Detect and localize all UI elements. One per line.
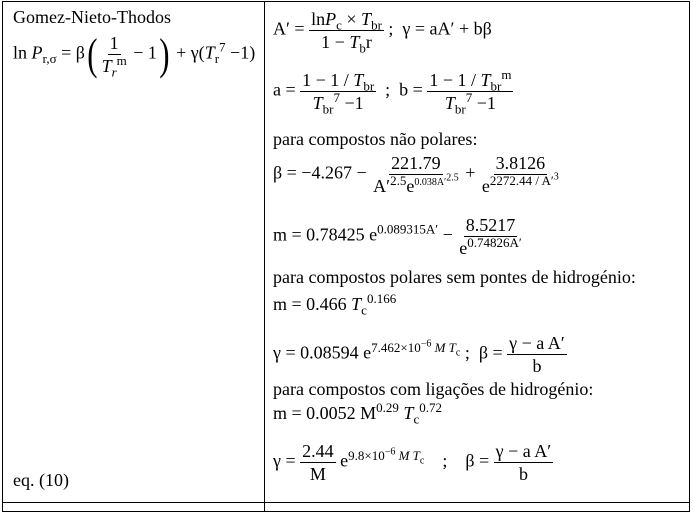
equation-number: eq. (10) <box>13 470 69 490</box>
gamma-hbond-equation: γ = $\frac{2.44}{M}$ $e^{9.8\times 10^{-6} M T_c}$ ; β = $\frac{\text{γ − a A′}}{b}$ <box>273 441 552 484</box>
beta-equation: β = −4.267 − $\frac{221.79}{A'^{2.5}e^{0.038A'^{2.5}}}$ + $\frac{3.8126}{e^{2272.44 / A'^3}}$ <box>273 153 559 196</box>
a-b-equation: a = $\frac{1 - 1 / T_{br}}{T_{br}^7 -1}$ ; b = $\frac{1 - 1 / T_{br}^m}{T_{br}^7 -1}$ <box>273 67 512 117</box>
equation-table <box>2 1 690 512</box>
main-equation: $\ln P_{r,\sigma} = \beta$( $\frac{1}{T_r^m}$ − $1) + \gamma(T_r^7 -1)$ <box>13 29 256 80</box>
row-divider <box>3 502 689 503</box>
polar-label: para compostos polares sem pontes de hidrogénio: <box>273 267 636 287</box>
m-hbond-equation: m = 0.0052 $M^{0.29}$ $T_c^{0.72}$ <box>273 400 442 427</box>
m-nonpolar-equation: m = 0.78425 $e^{0.089315A'}$ − $\frac{8.5217}{e^{0.74826A'}}$ <box>273 215 522 258</box>
a-prime-equation: A′ = $\frac{\ln P_c \times T_{br}}{1 - T_br}$ ; γ = aA′ + bβ <box>273 9 492 56</box>
hbond-label: para compostos com ligações de hidrogénio: <box>273 379 594 399</box>
column-divider <box>264 2 265 511</box>
nonpolar-label: para compostos não polares: <box>273 129 478 149</box>
method-title: Gomez-Nieto-Thodos <box>13 7 171 27</box>
m-polar-equation: m = 0.466 $T_c^{0.166}$ <box>273 291 397 318</box>
gamma-polar-equation: γ = 0.08594 $e^{7.462\times 10^{-6} M T_c}$ ; β = $\frac{\text{γ − a A′}}{b}$ <box>273 333 565 376</box>
